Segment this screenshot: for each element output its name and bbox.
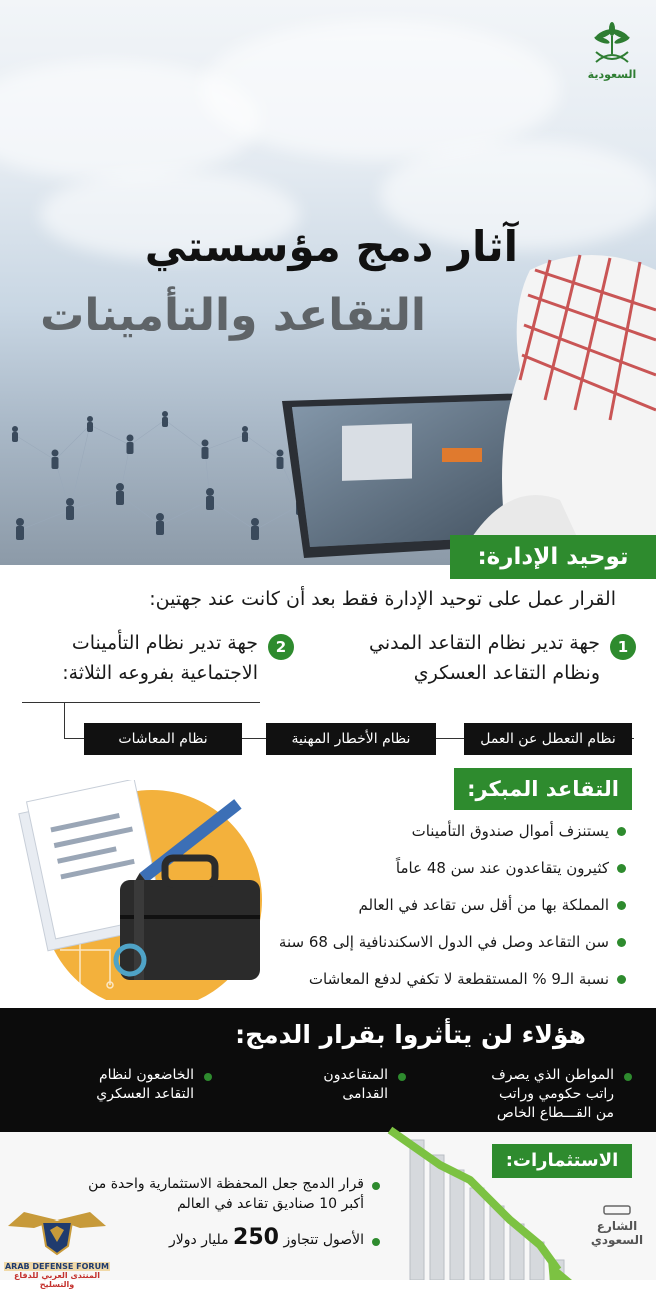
saudi-logo bbox=[580, 22, 644, 86]
early-bullet-3-text: المملكة بها من أقل سن تقاعد في العالم bbox=[358, 896, 609, 914]
item-2-line-2: الاجتماعية بفروعه الثلاثة: bbox=[62, 662, 258, 684]
investment-bullet-2-post: مليار دولار bbox=[169, 1232, 229, 1248]
unaffected-col-2-line-2: القدامى bbox=[342, 1086, 388, 1102]
investment-bullet-2-number: 250 bbox=[233, 1225, 279, 1250]
bullet-dot bbox=[372, 1238, 380, 1246]
unaffected-col-1-line-3: من القـــطاع الخاص bbox=[496, 1105, 614, 1121]
unaffected-title: هؤلاء لن يتأثروا بقرار الدمج: bbox=[235, 1020, 586, 1049]
investment-bullet-2-pre: الأصول تتجاوز bbox=[283, 1232, 364, 1248]
unaffected-col-3-line-1: الخاضعون لنظام bbox=[99, 1067, 194, 1083]
bullet-dot bbox=[204, 1073, 212, 1081]
saudi-street-watermark bbox=[586, 1204, 648, 1254]
early-bullet-4 bbox=[279, 933, 626, 951]
logo-text: السعودية bbox=[587, 68, 637, 81]
item-1-line-1: جهة تدير نظام التقاعد المدني bbox=[369, 632, 600, 654]
bullet-dot bbox=[398, 1073, 406, 1081]
tree-line-vertical bbox=[64, 702, 65, 738]
early-bullet-2 bbox=[396, 859, 626, 877]
unaffected-col-1-line-2: راتب حكومي وراتب bbox=[498, 1086, 614, 1102]
unaffected-col-3 bbox=[96, 1066, 194, 1104]
early-bullet-2-text: كثيرون يتقاعدون عند سن 48 عاماً bbox=[395, 859, 609, 877]
street-sign-icon bbox=[602, 1204, 632, 1216]
unaffected-col-2-line-1: المتقاعدون bbox=[323, 1067, 388, 1083]
eagle-emblem-icon bbox=[4, 1212, 110, 1258]
early-bullet-1 bbox=[412, 822, 626, 840]
title-line-2: التقاعد والتأمينات bbox=[40, 290, 426, 341]
unaffected-col-2 bbox=[323, 1066, 388, 1104]
early-bullet-5-text: نسبة الـ9 % المستقطعة لا تكفي لدفع المعاشات bbox=[308, 970, 609, 988]
bullet-dot bbox=[617, 827, 626, 836]
bullet-dot bbox=[372, 1182, 380, 1190]
watermark-right-line-1: الشارع bbox=[596, 1219, 638, 1233]
early-bullet-5 bbox=[309, 970, 626, 988]
arab-defense-forum-watermark bbox=[4, 1212, 110, 1289]
watermark-left-line-1: ARAB DEFENSE FORUM bbox=[4, 1262, 110, 1271]
number-badge-1: 1 bbox=[610, 634, 636, 660]
early-bullet-1-text: يستنزف أموال صندوق التأمينات bbox=[411, 822, 609, 840]
watermark-right-line-2: السعودي bbox=[590, 1233, 644, 1247]
watermark-left-line-2: المنتدى العربي للدفاع والتسليح bbox=[13, 1271, 101, 1289]
briefcase-documents-illustration bbox=[0, 780, 265, 1000]
number-badge-2: 2 bbox=[268, 634, 294, 660]
man-in-shemagh-image bbox=[450, 250, 656, 565]
item-1-line-2: ونظام التقاعد العسكري bbox=[413, 662, 600, 684]
investment-bullet-1-line-2: أكبر 10 صناديق تقاعد في العالم bbox=[177, 1196, 364, 1212]
unification-intro: القرار عمل على توحيد الإدارة فقط بعد أن كانت عند جهتين: bbox=[149, 588, 616, 610]
branch-pensions: نظام المعاشات bbox=[84, 723, 242, 755]
unaffected-col-1 bbox=[491, 1066, 614, 1123]
title-line-1: آثار دمج مؤسستي bbox=[144, 222, 518, 271]
early-bullet-4-text: سن التقاعد وصل في الدول الاسكندنافية إلى 68 سنة bbox=[278, 933, 609, 951]
section-label-unification: توحيد الإدارة: bbox=[450, 535, 656, 579]
branch-unemployment: نظام التعطل عن العمل bbox=[464, 723, 632, 755]
early-bullet-3 bbox=[359, 896, 626, 914]
tree-line-top bbox=[22, 702, 260, 703]
bullet-dot bbox=[617, 975, 626, 984]
unaffected-col-3-line-2: التقاعد العسكري bbox=[96, 1086, 194, 1102]
bullet-dot bbox=[624, 1073, 632, 1081]
bullet-dot bbox=[617, 938, 626, 947]
unaffected-col-1-line-1: المواطن الذي يصرف bbox=[491, 1067, 614, 1083]
branch-occupational-hazards: نظام الأخطار المهنية bbox=[266, 723, 436, 755]
palm-swords-icon bbox=[590, 22, 634, 66]
hero-banner bbox=[0, 0, 656, 565]
item-2-line-1: جهة تدير نظام التأمينات bbox=[71, 632, 258, 654]
bullet-dot bbox=[617, 864, 626, 873]
section-label-investments: الاستثمارات: bbox=[492, 1144, 632, 1178]
investment-bullet-1-line-1: قرار الدمج جعل المحفظة الاستثمارية واحدة من bbox=[88, 1176, 364, 1192]
investment-bullet-2 bbox=[169, 1225, 364, 1250]
section-label-early-retirement: التقاعد المبكر: bbox=[454, 768, 632, 810]
people-network-image bbox=[0, 390, 330, 565]
bullet-dot bbox=[617, 901, 626, 910]
